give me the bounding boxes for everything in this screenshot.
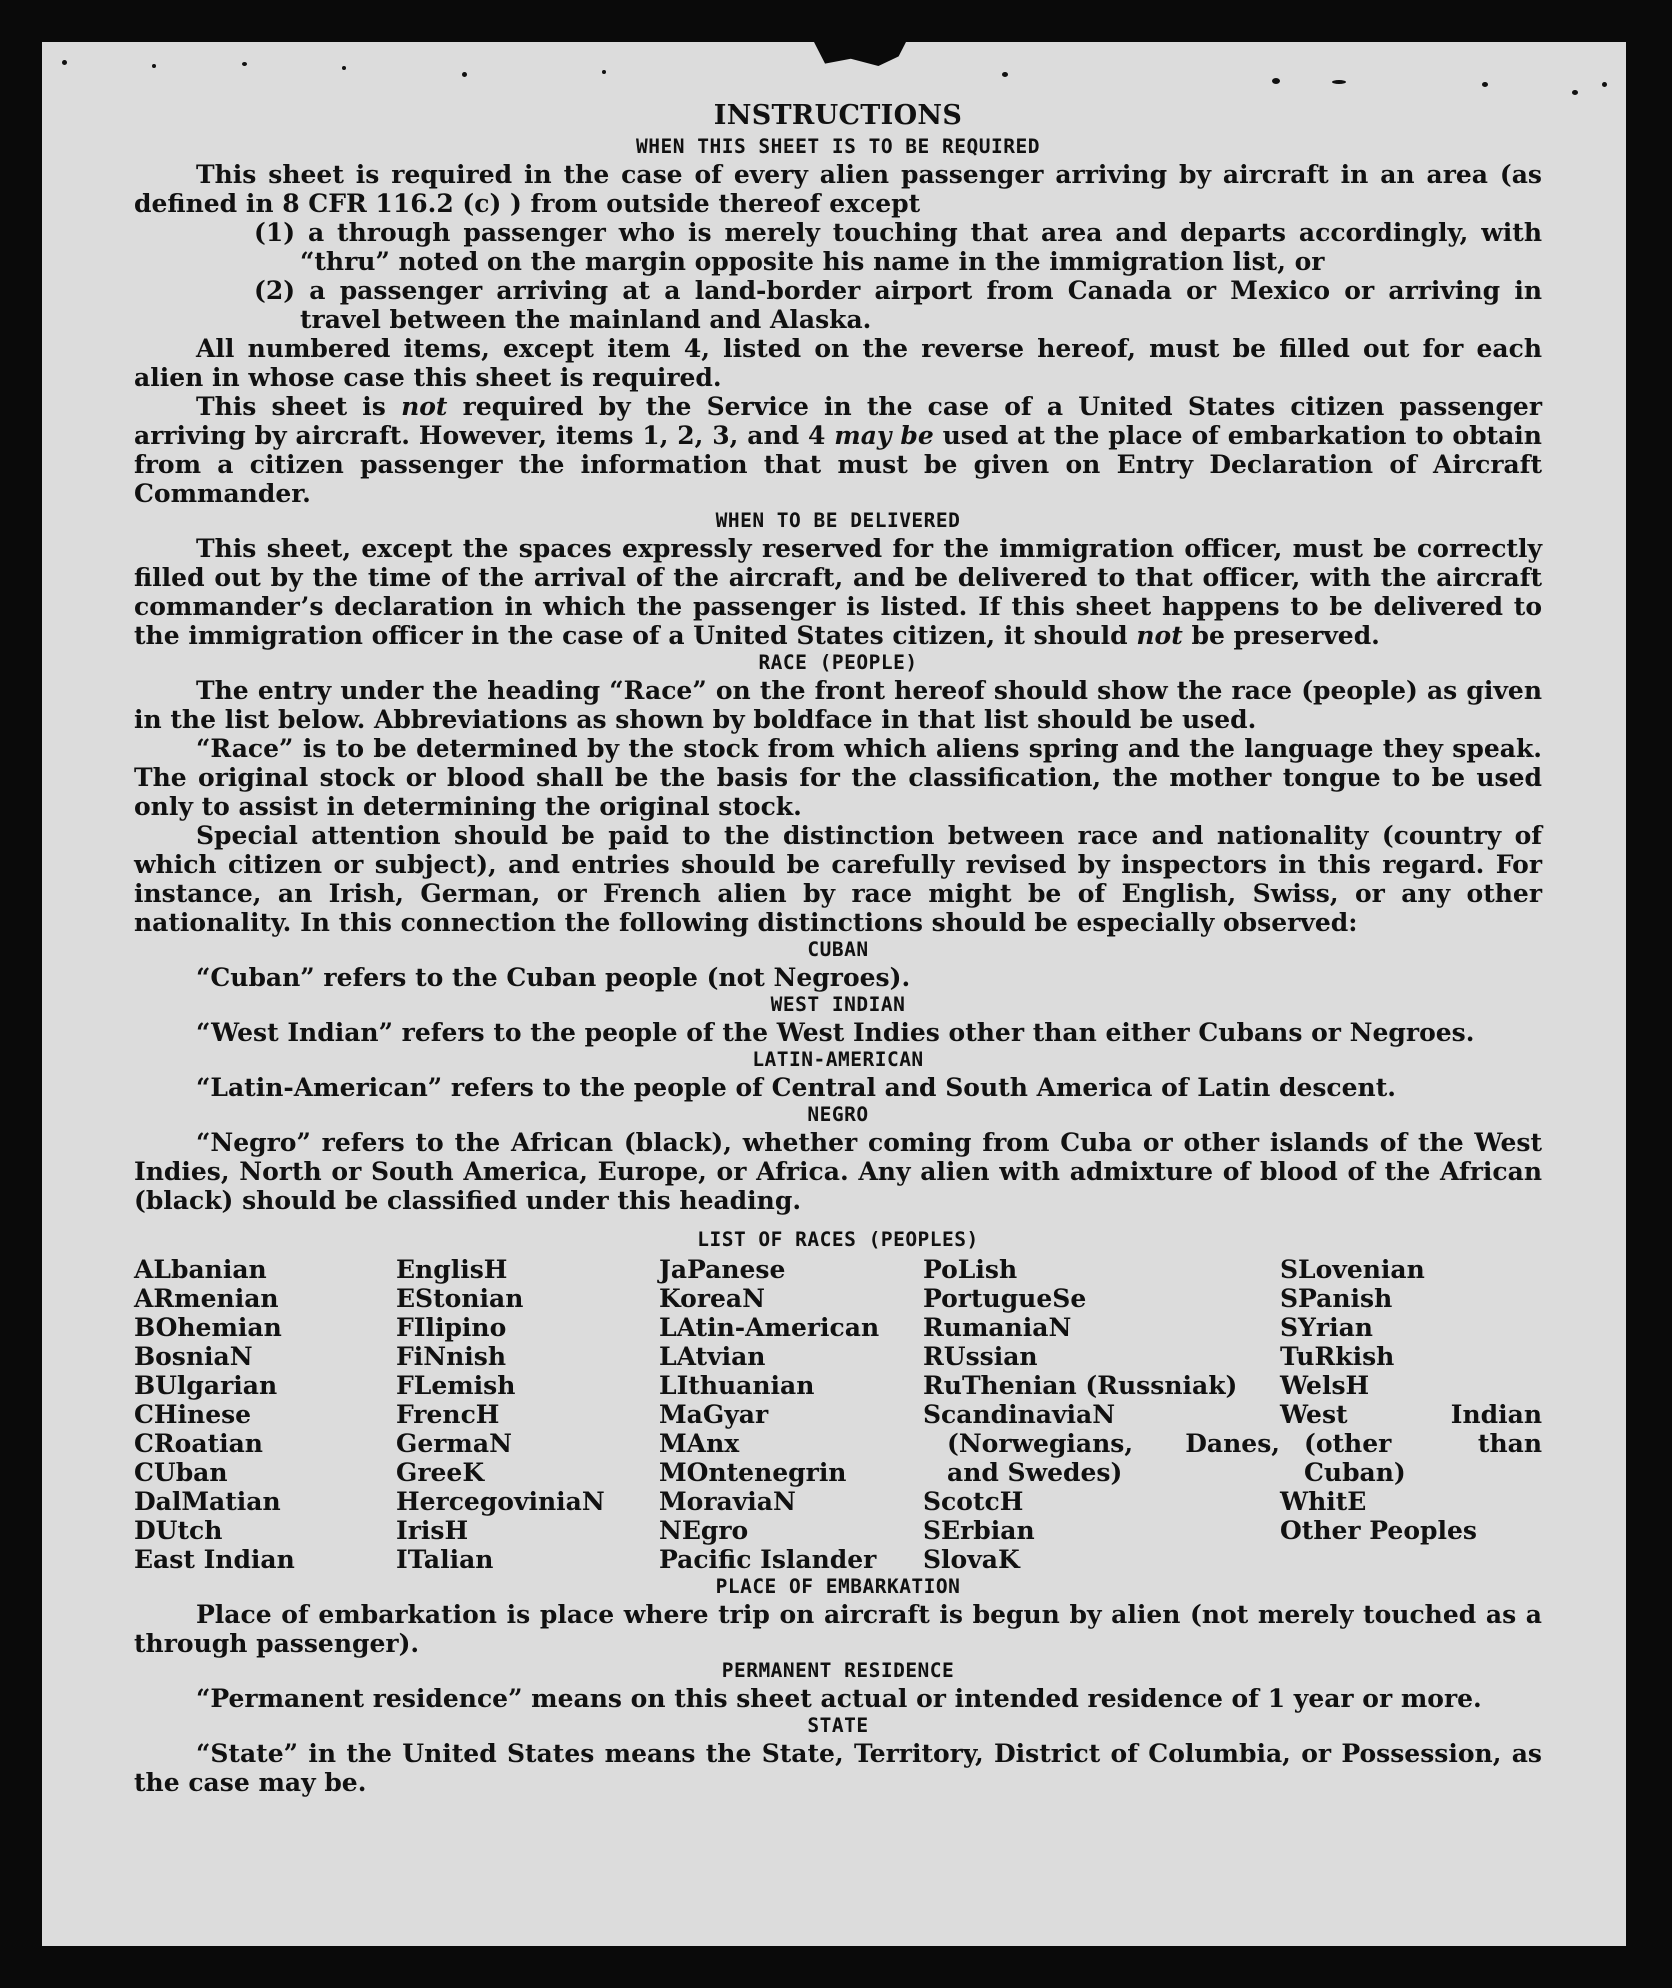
race-entry: MAnx	[659, 1429, 740, 1458]
paragraph: This sheet is required in the case of every alien passenger arriving by aircraft in an area (as defined in 8 CFR 116.2 (c) ) from outside thereof except	[134, 160, 1542, 218]
race-entry: FLemish	[396, 1371, 516, 1400]
race-entry: FiNnish	[396, 1342, 507, 1371]
speck	[602, 70, 606, 74]
races-column	[923, 1255, 1280, 1574]
heading-when-required: WHEN THIS SHEET IS TO BE REQUIRED	[636, 135, 1040, 158]
speck	[242, 62, 247, 66]
heading-cuban: CUBAN	[807, 938, 869, 961]
races-column	[659, 1255, 923, 1574]
paragraph: “State” in the United States means the State, Territory, District of Columbia, or Possession, as the case may be.	[134, 1739, 1542, 1797]
race-entry: MOntenegrin	[659, 1458, 847, 1487]
race-entry: FIlipino	[396, 1313, 507, 1342]
speck	[462, 72, 467, 77]
instructions-body	[134, 98, 1542, 1797]
race-entry: HercegoviniaN	[396, 1487, 605, 1516]
torn-edge	[814, 42, 906, 66]
race-entry: FrencH	[396, 1400, 500, 1429]
paragraph: This sheet, except the spaces expressly reserved for the immigration officer, must be correctly filled out by the time of the arrival of the aircraft, and be delivered to that officer, with the aircraft commander’s declaration in which the passenger is listed. If this sheet happens to be delivered to the immigration officer in the case of a United States citizen, it should not be preserved.	[134, 534, 1542, 650]
race-entry: CHinese	[134, 1400, 252, 1429]
race-entry: TuRkish	[1280, 1342, 1395, 1371]
speck	[1332, 80, 1346, 84]
race-entry: CRoatian	[134, 1429, 263, 1458]
speck	[342, 66, 346, 70]
race-entry: PoLish	[923, 1255, 1018, 1284]
race-entry: MoraviaN	[659, 1487, 796, 1516]
race-entry: ScandinaviaN (Norwegians, Danes, and Swedes)	[923, 1400, 1280, 1487]
race-entry: WelsH	[1280, 1371, 1370, 1400]
race-entry: East Indian	[134, 1545, 295, 1574]
paragraph: “Negro” refers to the African (black), whether coming from Cuba or other islands of the West Indies, North or South America, Europe, or Africa. Any alien with admixture of blood of the African (black) should be classified under this heading.	[134, 1128, 1542, 1215]
heading-residence: PERMANENT RESIDENCE	[721, 1659, 955, 1682]
race-entry: ScotcH	[923, 1487, 1024, 1516]
race-entry: SLovenian	[1280, 1255, 1425, 1284]
race-entry: GreeK	[396, 1458, 485, 1487]
race-entry: RUssian	[923, 1342, 1038, 1371]
race-entry: Other Peoples	[1280, 1516, 1477, 1545]
race-entry: IrisH	[396, 1516, 469, 1545]
race-entry: LAtin-American	[659, 1313, 880, 1342]
paragraph: “Permanent residence” means on this sheet actual or intended residence of 1 year or more.	[196, 1684, 1482, 1713]
paragraph: The entry under the heading “Race” on the front hereof should show the race (people) as given in the list below. Abbreviations as shown by boldface in that list should be used.	[134, 676, 1542, 734]
race-entry: DUtch	[134, 1516, 223, 1545]
speck	[152, 64, 156, 68]
exception-item-1: (1) a through passenger who is merely touching that area and departs accordingly, with “thru” noted on the margin opposite his name in the immigration list, or	[254, 218, 1542, 276]
paragraph: Place of embarkation is place where trip on aircraft is begun by alien (not merely touched as a through passenger).	[134, 1600, 1542, 1658]
races-list	[134, 1255, 1542, 1574]
paragraph: “Latin-American” refers to the people of Central and South America of Latin descent.	[196, 1073, 1396, 1102]
speck	[1272, 78, 1280, 84]
heading-latin-american: LATIN-AMERICAN	[752, 1048, 924, 1071]
race-entry: WhitE	[1280, 1487, 1367, 1516]
heading-west-indian: WEST INDIAN	[770, 993, 906, 1016]
race-entry: KoreaN	[659, 1284, 765, 1313]
speck	[62, 60, 67, 65]
paragraph: This sheet is not required by the Service in the case of a United States citizen passenger arriving by aircraft. However, items 1, 2, 3, and 4 may be used at the place of embarkation to obtain from a citizen passenger the information that must be given on Entry Declaration of Aircraft Commander.	[134, 392, 1542, 508]
paragraph: All numbered items, except item 4, listed on the reverse hereof, must be filled out for each alien in whose case this sheet is required.	[134, 334, 1542, 392]
paragraph: Special attention should be paid to the distinction between race and nationality (country of which citizen or subject), and entries should be carefully revised by inspectors in this regard. For instance, an Irish, German, or French alien by race might be of English, Swiss, or any other nationality. In this connection the following distinctions should be especially observed:	[134, 821, 1542, 937]
race-entry: SErbian	[923, 1516, 1035, 1545]
races-column	[1280, 1255, 1542, 1574]
heading-when-delivered: WHEN TO BE DELIVERED	[715, 509, 961, 532]
speck	[1482, 82, 1488, 87]
race-entry: SPanish	[1280, 1284, 1393, 1313]
race-entry: EnglisH	[396, 1255, 508, 1284]
race-entry: BUlgarian	[134, 1371, 278, 1400]
race-entry: ALbanian	[134, 1255, 267, 1284]
race-entry: JaPanese	[659, 1255, 786, 1284]
race-entry: LIthuanian	[659, 1371, 815, 1400]
speck	[1572, 90, 1578, 95]
race-entry: BOhemian	[134, 1313, 282, 1342]
heading-list-of-races: LIST OF RACES (PEOPLES)	[697, 1228, 979, 1251]
race-entry: CUban	[134, 1458, 228, 1487]
race-entry: PortugueSe	[923, 1284, 1087, 1313]
race-entry: RumaniaN	[923, 1313, 1072, 1342]
race-entry: DalMatian	[134, 1487, 281, 1516]
race-entry: LAtvian	[659, 1342, 766, 1371]
race-entry: BosniaN	[134, 1342, 253, 1371]
speck	[1002, 72, 1008, 77]
race-entry: GermaN	[396, 1429, 512, 1458]
race-entry: ITalian	[396, 1545, 494, 1574]
heading-state: STATE	[807, 1714, 869, 1737]
race-entry: SYrian	[1280, 1313, 1373, 1342]
race-entry: EStonian	[396, 1284, 524, 1313]
speck	[1602, 82, 1607, 87]
race-entry: RuThenian (Russniak)	[923, 1371, 1238, 1400]
page-title: INSTRUCTIONS	[713, 100, 963, 131]
paragraph: “Cuban” refers to the Cuban people (not Negroes).	[196, 963, 911, 992]
race-entry: West Indian (other than Cuban)	[1280, 1400, 1542, 1487]
heading-race: RACE (PEOPLE)	[758, 651, 918, 674]
races-column	[396, 1255, 659, 1574]
paragraph: “Race” is to be determined by the stock from which aliens spring and the language they speak. The original stock or blood shall be the basis for the classification, the mother tongue to be used only to assist in determining the original stock.	[134, 734, 1542, 821]
race-entry: ARmenian	[134, 1284, 279, 1313]
heading-negro: NEGRO	[807, 1103, 869, 1126]
paragraph: “West Indian” refers to the people of the West Indies other than either Cubans or Negroes.	[196, 1018, 1475, 1047]
race-entry: MaGyar	[659, 1400, 769, 1429]
race-entry: Pacific Islander	[659, 1545, 877, 1574]
race-entry: SlovaK	[923, 1545, 1020, 1574]
exception-item-2: (2) a passenger arriving at a land-border airport from Canada or Mexico or arriving in travel between the mainland and Alaska.	[254, 276, 1542, 334]
heading-embarkation: PLACE OF EMBARKATION	[715, 1575, 961, 1598]
races-column	[134, 1255, 396, 1574]
document-sheet	[42, 42, 1626, 1946]
race-entry: NEgro	[659, 1516, 749, 1545]
